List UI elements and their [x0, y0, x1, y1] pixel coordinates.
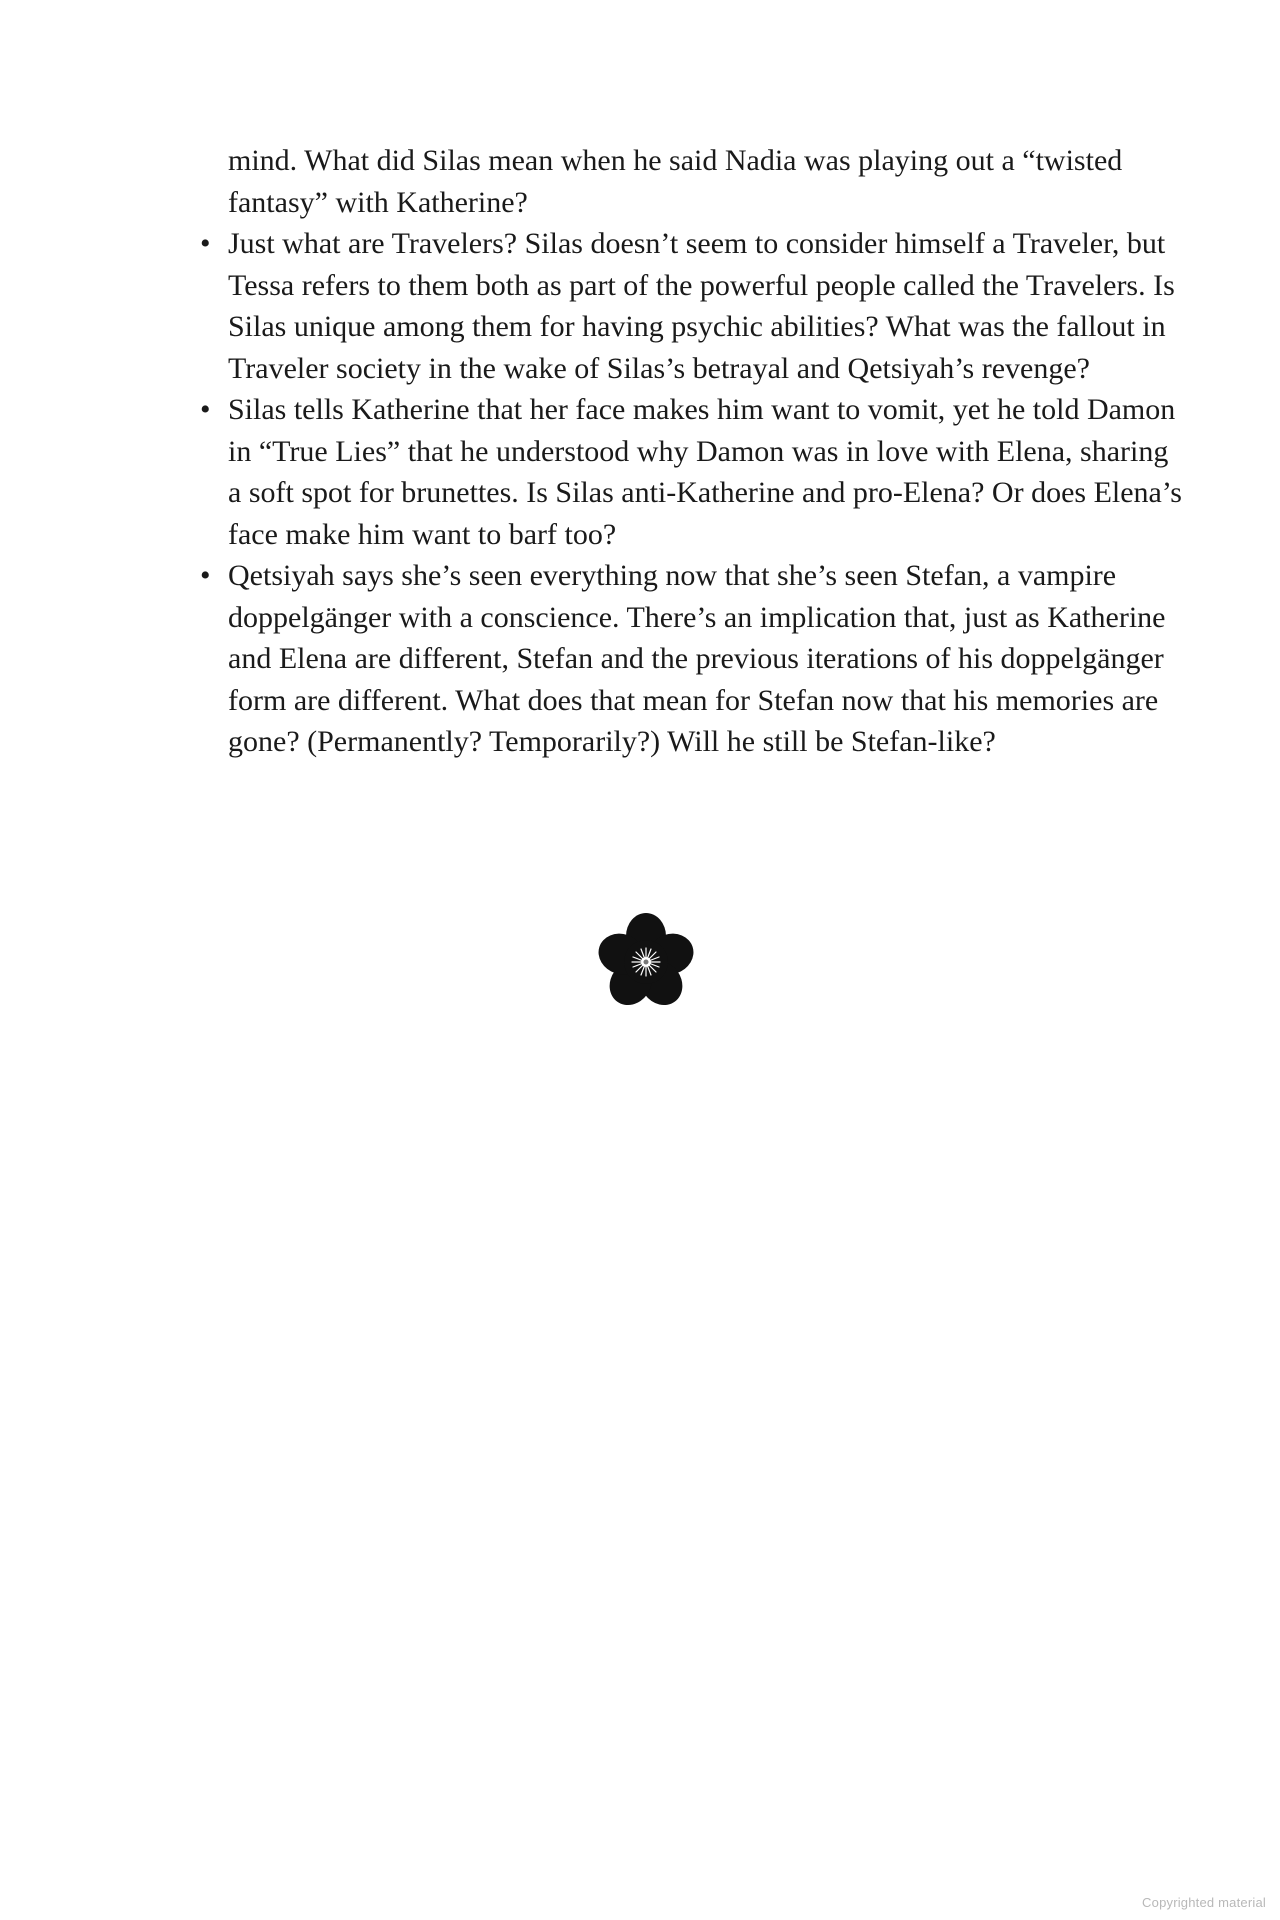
question-list — [200, 223, 1188, 763]
list-item-text: Just what are Travelers? Silas doesn’t seem to consider himself a Traveler, but Tessa refers to them both as part of the powerful people called the Travelers. Is Silas unique among them for having psychic abilities? What was the fallout in Traveler society in the wake of Silas’s betrayal and Qetsiyah’s revenge? — [228, 227, 1175, 385]
list-item-text: Qetsiyah says she’s seen everything now that she’s seen Stefan, a vampire doppelgänger with a conscience. There’s an implication that, just as Katherine and Elena are different, Stefan and the previous iterations of his doppelgänger form are different. What does that mean for Stefan now that his memories are gone? (Permanently? Temporarily?) Will he still be Stefan-like? — [228, 559, 1166, 758]
body-text — [200, 140, 1188, 763]
list-item — [200, 555, 1188, 763]
list-item — [200, 389, 1188, 555]
list-item-text: Silas tells Katherine that her face makes him want to vomit, yet he told Damon in “True Lies” that he understood why Damon was in love with Elena, sharing a soft spot for brunettes. Is Silas anti-Katherine and pro-Elena? Or does Elena’s face make him want to barf too? — [228, 393, 1182, 551]
bullet-marker: • — [200, 227, 211, 260]
flower-ornament-icon — [594, 910, 698, 1014]
list-item — [200, 223, 1188, 389]
copyright-notice: Copyrighted material — [1142, 1895, 1266, 1910]
bullet-marker: • — [200, 393, 211, 426]
bullet-marker: • — [200, 559, 211, 592]
continuation-paragraph: mind. What did Silas mean when he said Nadia was playing out a “twisted fantasy” with Katherine? — [228, 144, 1123, 219]
